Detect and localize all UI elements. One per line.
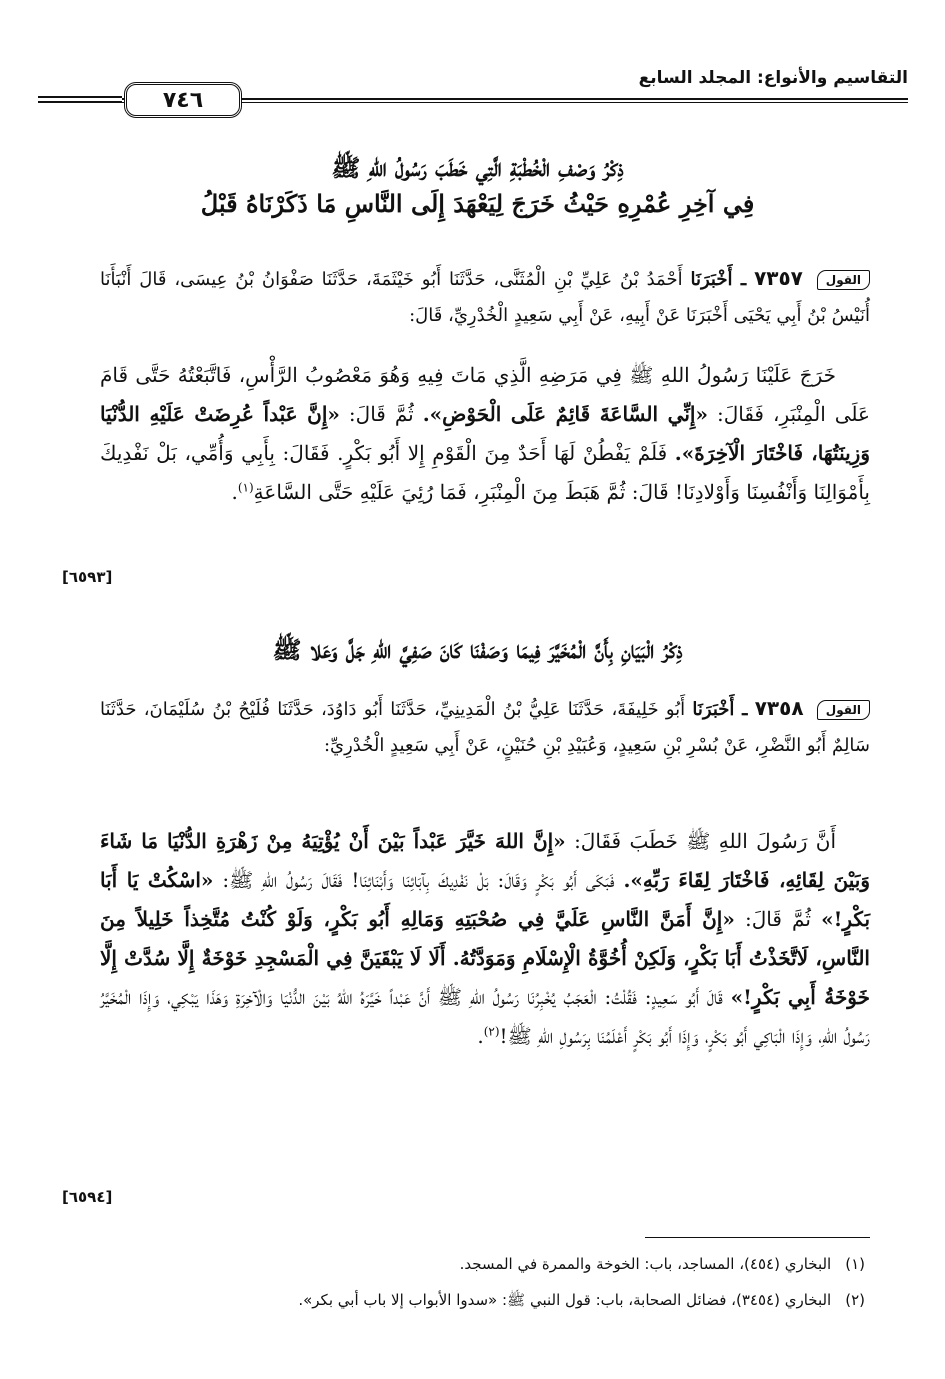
section-heading-2-line: ذِكْرُ الْبَيَانِ بِأَنَّ الْمُخَيَّرَ فِيمَا وَصَفْنَا كَانَ صَفِيَّ اللهِ جَلَّ وَعَلا ﷺ (272, 635, 683, 664)
matn-quote: «إِنَّ أَمَنَّ النَّاسِ عَلَيَّ فِي صُحْبَتِهِ وَمَالِهِ أَبُو بَكْرٍ، وَلَوْ كُنْتُ مُتَّخِذاً خَلِيلاً مِنَ النَّاسِ، لَاتَّخَذْتُ أَبَا بَكْرٍ، وَلَكِنْ أُخُوَّةُ الْإِسْلَامِ وَمَوَدَّتُهُ. أَلَا لَا يَبْقَيَنَّ فِي الْمَسْجِدِ خَوْخَةٌ إِلَّا سُدَّتْ إِلَّا خَوْخَةُ أَبِي بَكْرٍ!» (100, 907, 870, 1009)
footnote-ref[interactable]: (٢) (483, 1024, 500, 1039)
section-heading-2 (90, 632, 865, 668)
matn-text: ثُمَّ قَالَ: (745, 907, 811, 931)
footnote-ref[interactable]: (١) (237, 480, 254, 495)
footnote-number: (٢) (845, 1291, 865, 1309)
matn-quote: «إِنِّي السَّاعَةَ قَائِمٌ عَلَى الْحَوْضِ». (422, 402, 708, 426)
hadith-1-crossref: [٦٥٩٣] (62, 568, 113, 586)
running-header (38, 60, 908, 112)
hadith-chain: أَحْمَدُ بْنُ عَلِيِّ بْنِ الْمُثَنَّى، حَدَّثَنَا أَبُو خَيْثَمَةَ، حَدَّثَنَا صَفْوَانُ بْنُ عِيسَى، قَالَ أَنْبَأَنَا أُنَيْسُ بْنُ أَبِي يَحْيَى أَخْبَرَنَا عَنْ أَبِيهِ، عَنْ أَبِي سَعِيدٍ الْخُدْرِيِّ، قَالَ: (100, 269, 870, 326)
matn-quote: «اسْكُتْ يَا أَبَا بَكْرٍ!» (100, 868, 871, 931)
page-number: ٧٤٦ (124, 82, 242, 118)
matn-text: قَالَ أَبُو سَعِيدٍ: فَقُلْتُ: الْعَجَبُ يُخْبِرُنَا رَسُولُ اللهِ ﷺ أَنَّ عَبْداً خَيَّرَهُ اللهُ بَيْنَ الدُّنْيَا وَالْآخِرَةِ وَهَذَا يَبْكِي، وَإِذَا الْمُخَيَّرُ رَسُولُ اللهِ، وَإِذَا الْبَاكِي أَبُو بَكْرٍ، وَإِذَا أَبُو بَكْرٍ أَعْلَمُنَا بِرَسُولِ اللهِ ﷺ! (100, 985, 870, 1048)
hadith-1-isnad (100, 260, 870, 334)
footnote-number: (١) (845, 1255, 865, 1273)
matn-quote: «إِنَّ عَبْداً عُرِضَتْ عَلَيْهِ الدُّنْيَا وَزِينَتُهَا، فَاخْتَارَ الْآخِرَةَ». (100, 402, 870, 465)
hadith-1-matn: خَرَجَ عَلَيْنَا رَسُولُ اللهِ ﷺ فِي مَرَضِهِ الَّذِي مَاتَ فِيهِ وَهُوَ مَعْصُوبُ الرَّأْسِ، فَاتَّبَعْتُهُ حَتَّى قَامَ عَلَى الْمِنْبَرِ، فَقَالَ: «إِنِّي السَّاعَةَ قَائِمٌ عَلَى الْحَوْضِ». ثُمَّ قَالَ: «إِنَّ عَبْداً عُرِضَتْ عَلَيْهِ الدُّنْيَا وَزِينَتُهَا، فَاخْتَارَ الْآخِرَةَ». فَلَمْ يَفْطُنْ لَهَا أَحَدٌ مِنَ الْقَوْمِ إِلا أَبُو بَكْرٍ. فَقَالَ: بِأَبِي وَأُمِّي، بَلْ نَفْدِيكَ بِأَمْوَالِنَا وَأَنْفُسِنَا وَأَوْلادِنَا! قَالَ: ثُمَّ هَبَطَ مِنَ الْمِنْبَرِ، فَمَا رُئِيَ عَلَيْهِ حَتَّى السَّاعَةِ$^{(١)}$. (100, 363, 870, 504)
hadith-tag: القول (817, 270, 870, 290)
hadith-tag: القول (817, 700, 870, 720)
matn-text: فَلَمْ يَفْطُنْ لَهَا أَحَدٌ مِنَ الْقَوْمِ إِلا أَبُو بَكْرٍ. فَقَالَ: بِأَبِي وَأُمِّي، بَلْ نَفْدِيكَ بِأَمْوَالِنَا وَأَنْفُسِنَا وَأَوْلادِنَا! قَالَ: ثُمَّ هَبَطَ مِنَ الْمِنْبَرِ، فَمَا رُئِيَ عَلَيْهِ حَتَّى السَّاعَةِ (100, 441, 870, 504)
footnote-rule (645, 1237, 870, 1238)
section-heading-1 (90, 150, 865, 222)
matn-text: خَرَجَ عَلَيْنَا رَسُولُ اللهِ ﷺ فِي مَرَضِهِ الَّذِي مَاتَ فِيهِ وَهُوَ مَعْصُوبُ الرَّأْسِ، فَاتَّبَعْتُهُ حَتَّى قَامَ عَلَى الْمِنْبَرِ، فَقَالَ: (100, 363, 870, 426)
header-double-bar (38, 96, 122, 104)
footnote-1 (90, 1252, 865, 1276)
hadith-2-isnad (100, 690, 870, 764)
hadith-akhbarana: ـ أَخْبَرَنَا (692, 699, 748, 720)
hadith-akhbarana: ـ أَخْبَرَنَا (690, 269, 747, 290)
section-heading-1-line2: فِي آخِرِ عُمْرِهِ حَيْثُ خَرَجَ لِيَعْهَدَ إِلَى النَّاسِ مَا ذَكَرْنَاهُ قَبْلُ (200, 189, 755, 218)
matn-text: أَنَّ رَسُولَ اللهِ ﷺ خَطَبَ فَقَالَ: (574, 829, 836, 853)
hadith-chain: أَبُو خَلِيفَةَ، حَدَّثَنَا عَلِيُّ بْنُ الْمَدِينِيِّ، حَدَّثَنَا أَبُو دَاوُدَ، حَدَّثَنَا فُلَيْحُ بْنُ سُلَيْمَانَ، حَدَّثَنَا سَالِمٌ أَبُو النَّضْرِ، عَنْ بُسْرِ بْنِ سَعِيدٍ، وَعُبَيْدِ بْنِ حُنَيْنٍ، عَنْ أَبِي سَعِيدٍ الْخُدْرِيِّ: (100, 699, 870, 756)
section-heading-1-line1: ذِكْرُ وَصْفِ الْخُطْبَةِ الَّتِي خَطَبَ رَسُولُ اللهِ ﷺ (331, 153, 624, 182)
hadith-number: ٧٣٥٧ (754, 266, 803, 290)
matn-text: فَبَكَى أَبُو بَكْرٍ وَقَالَ: بَلْ نَفْدِيكَ بِآبَائِنَا وَأَبْنَائِنَا! فَقَالَ رَسُولُ اللهِ ﷺ: (222, 868, 615, 892)
footnote-text: البخاري (٤٥٤)، المساجد، باب: الخوخة والممرة في المسجد. (459, 1255, 832, 1273)
footnote-text: البخاري (٣٤٥٤)، فضائل الصحابة، باب: قول النبي ﷺ: «سدوا الأبواب إلا باب أبي بكر». (298, 1291, 832, 1309)
hadith-2-crossref: [٦٥٩٤] (62, 1188, 113, 1206)
running-title: التقاسيم والأنواع: المجلد السابع (638, 68, 908, 88)
matn-text: ثُمَّ قَالَ: (348, 402, 414, 426)
matn-quote: «إِنَّ اللهَ خَيَّرَ عَبْداً بَيْنَ أَنْ يُؤْتِيَهُ مِنْ زَهْرَةِ الدُّنْيَا مَا شَاءَ وَبَيْنَ لِقَائِهِ، فَاخْتَارَ لِقَاءَ رَبِّهِ». (100, 829, 870, 892)
hadith-number: ٧٣٥٨ (754, 696, 804, 720)
footnote-2 (90, 1288, 865, 1312)
hadith-2-matn: أَنَّ رَسُولَ اللهِ ﷺ خَطَبَ فَقَالَ: «إِنَّ اللهَ خَيَّرَ عَبْداً بَيْنَ أَنْ يُؤْتِيَهُ مِنْ زَهْرَةِ الدُّنْيَا مَا شَاءَ وَبَيْنَ لِقَائِهِ، فَاخْتَارَ لِقَاءَ رَبِّهِ». فَبَكَى أَبُو بَكْرٍ وَقَالَ: بَلْ نَفْدِيكَ بِآبَائِنَا وَأَبْنَائِنَا! فَقَالَ رَسُولُ اللهِ ﷺ: «اسْكُتْ يَا أَبَا بَكْرٍ!» ثُمَّ قَالَ: «إِنَّ أَمَنَّ النَّاسِ عَلَيَّ فِي صُحْبَتِهِ وَمَالِهِ أَبُو بَكْرٍ، وَلَوْ كُنْتُ مُتَّخِذاً خَلِيلاً مِنَ النَّاسِ، لَاتَّخَذْتُ أَبَا بَكْرٍ، وَلَكِنْ أُخُوَّةُ الْإِسْلَامِ وَمَوَدَّتُهُ. أَلَا لَا يَبْقَيَنَّ فِي الْمَسْجِدِ خَوْخَةٌ إِلَّا سُدَّتْ إِلَّا خَوْخَةُ أَبِي بَكْرٍ!» قَالَ أَبُو سَعِيدٍ: فَقُلْتُ: الْعَجَبُ يُخْبِرُنَا رَسُولُ اللهِ ﷺ أَنَّ عَبْداً خَيَّرَهُ اللهُ بَيْنَ الدُّنْيَا وَالْآخِرَةِ وَهَذَا يَبْكِي، وَإِذَا الْمُخَيَّرُ رَسُولُ اللهِ، وَإِذَا الْبَاكِي أَبُو بَكْرٍ، وَإِذَا أَبُو بَكْرٍ أَعْلَمُنَا بِرَسُولِ اللهِ ﷺ!$^{(٢)}$. (100, 829, 871, 1048)
